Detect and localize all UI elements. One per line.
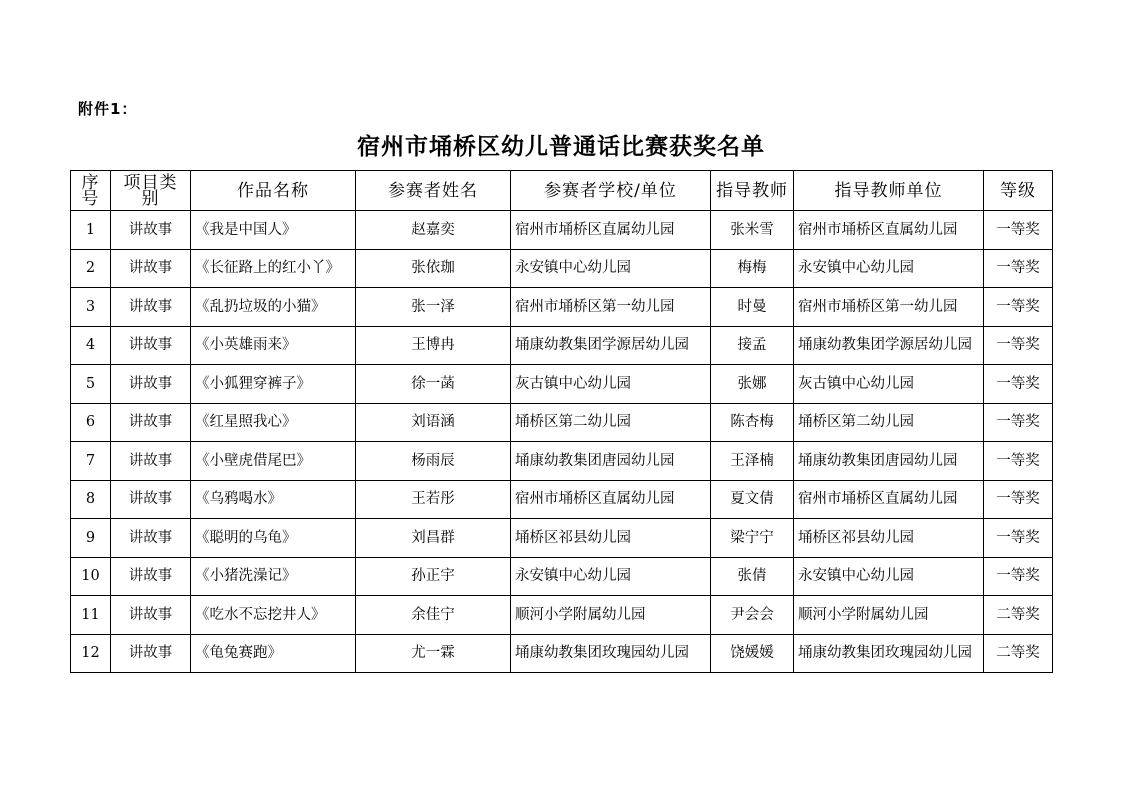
cell-teacher-unit: 灰古镇中心幼儿园 [794,365,984,404]
cell-award-level: 一等奖 [984,365,1053,404]
cell-no: 1 [71,211,111,250]
cell-award-level: 一等奖 [984,480,1053,519]
cell-teacher: 张倩 [711,557,794,596]
cell-no: 3 [71,288,111,327]
cell-no: 2 [71,249,111,288]
cell-category: 讲故事 [111,596,191,635]
table-row [71,480,1053,519]
cell-school: 宿州市埇桥区第一幼儿园 [511,288,711,327]
awards-table [70,170,1053,673]
cell-award-level: 一等奖 [984,442,1053,481]
cell-participant-name: 刘语涵 [356,403,511,442]
cell-school: 埇桥区祁县幼儿园 [511,519,711,558]
cell-teacher-unit: 宿州市埇桥区直属幼儿园 [794,480,984,519]
cell-category: 讲故事 [111,365,191,404]
cell-teacher-unit: 永安镇中心幼儿园 [794,249,984,288]
cell-work-title: 《小猪洗澡记》 [191,557,356,596]
cell-work-title: 《吃水不忘挖井人》 [191,596,356,635]
cell-teacher-unit: 埇桥区第二幼儿园 [794,403,984,442]
cell-teacher: 梁宁宁 [711,519,794,558]
cell-school: 埇康幼教集团学源居幼儿园 [511,326,711,365]
table-row [71,365,1053,404]
cell-work-title: 《乱扔垃圾的小猫》 [191,288,356,327]
table-row [71,326,1053,365]
cell-award-level: 一等奖 [984,249,1053,288]
cell-work-title: 《聪明的乌龟》 [191,519,356,558]
column-header-level: 等级 [984,171,1053,211]
table-row [71,519,1053,558]
cell-category: 讲故事 [111,326,191,365]
cell-award-level: 一等奖 [984,326,1053,365]
cell-teacher: 夏文倩 [711,480,794,519]
cell-school: 宿州市埇桥区直属幼儿园 [511,480,711,519]
column-header-school: 参赛者学校/单位 [511,171,711,211]
table-header-row [71,171,1053,211]
cell-teacher: 王泽楠 [711,442,794,481]
cell-no: 11 [71,596,111,635]
cell-no: 7 [71,442,111,481]
table-row [71,442,1053,481]
cell-teacher: 张米雪 [711,211,794,250]
cell-category: 讲故事 [111,519,191,558]
attachment-label: 附件1： [78,100,138,118]
cell-category: 讲故事 [111,442,191,481]
cell-category: 讲故事 [111,288,191,327]
table-row [71,403,1053,442]
cell-award-level: 一等奖 [984,288,1053,327]
cell-teacher: 陈杏梅 [711,403,794,442]
cell-participant-name: 尤一霖 [356,634,511,673]
cell-work-title: 《小壁虎借尾巴》 [191,442,356,481]
column-header-teacher-unit: 指导教师单位 [794,171,984,211]
cell-award-level: 一等奖 [984,211,1053,250]
cell-participant-name: 王若彤 [356,480,511,519]
cell-no: 9 [71,519,111,558]
cell-award-level: 二等奖 [984,596,1053,635]
cell-category: 讲故事 [111,557,191,596]
table-row [71,288,1053,327]
cell-participant-name: 刘昌群 [356,519,511,558]
cell-school: 永安镇中心幼儿园 [511,249,711,288]
cell-teacher: 尹会会 [711,596,794,635]
cell-teacher-unit: 埇康幼教集团学源居幼儿园 [794,326,984,365]
cell-teacher: 梅梅 [711,249,794,288]
column-header-category: 项目类别 [111,171,191,211]
cell-teacher-unit: 埇康幼教集团玫瑰园幼儿园 [794,634,984,673]
cell-work-title: 《小英雄雨来》 [191,326,356,365]
cell-teacher: 饶媛媛 [711,634,794,673]
column-header-work: 作品名称 [191,171,356,211]
cell-category: 讲故事 [111,403,191,442]
cell-category: 讲故事 [111,211,191,250]
cell-participant-name: 余佳宁 [356,596,511,635]
cell-award-level: 一等奖 [984,519,1053,558]
column-header-no: 序号 [71,171,111,211]
cell-school: 埇康幼教集团玫瑰园幼儿园 [511,634,711,673]
cell-category: 讲故事 [111,634,191,673]
cell-category: 讲故事 [111,480,191,519]
cell-school: 宿州市埇桥区直属幼儿园 [511,211,711,250]
cell-participant-name: 赵嘉奕 [356,211,511,250]
cell-no: 6 [71,403,111,442]
cell-work-title: 《龟兔赛跑》 [191,634,356,673]
cell-teacher-unit: 永安镇中心幼儿园 [794,557,984,596]
cell-teacher: 接孟 [711,326,794,365]
cell-school: 埇康幼教集团唐园幼儿园 [511,442,711,481]
cell-participant-name: 徐一菡 [356,365,511,404]
cell-participant-name: 杨雨辰 [356,442,511,481]
cell-participant-name: 张依珈 [356,249,511,288]
cell-school: 埇桥区第二幼儿园 [511,403,711,442]
cell-teacher-unit: 埇康幼教集团唐园幼儿园 [794,442,984,481]
document-title: 宿州市埇桥区幼儿普通话比赛获奖名单 [357,133,765,160]
cell-teacher-unit: 顺河小学附属幼儿园 [794,596,984,635]
cell-no: 8 [71,480,111,519]
cell-school: 灰古镇中心幼儿园 [511,365,711,404]
cell-no: 5 [71,365,111,404]
cell-work-title: 《长征路上的红小丫》 [191,249,356,288]
cell-teacher-unit: 宿州市埇桥区直属幼儿园 [794,211,984,250]
cell-participant-name: 张一泽 [356,288,511,327]
cell-no: 10 [71,557,111,596]
cell-work-title: 《我是中国人》 [191,211,356,250]
column-header-teacher: 指导教师 [711,171,794,211]
cell-school: 顺河小学附属幼儿园 [511,596,711,635]
cell-work-title: 《小狐狸穿裤子》 [191,365,356,404]
cell-no: 12 [71,634,111,673]
table-row [71,557,1053,596]
column-header-name: 参赛者姓名 [356,171,511,211]
table-row [71,249,1053,288]
cell-award-level: 一等奖 [984,557,1053,596]
cell-participant-name: 王博冉 [356,326,511,365]
cell-school: 永安镇中心幼儿园 [511,557,711,596]
cell-award-level: 二等奖 [984,634,1053,673]
cell-no: 4 [71,326,111,365]
cell-participant-name: 孙正宇 [356,557,511,596]
cell-teacher: 时曼 [711,288,794,327]
table-row [71,211,1053,250]
table-row [71,634,1053,673]
cell-work-title: 《乌鸦喝水》 [191,480,356,519]
table-row [71,596,1053,635]
cell-teacher-unit: 埇桥区祁县幼儿园 [794,519,984,558]
cell-category: 讲故事 [111,249,191,288]
cell-work-title: 《红星照我心》 [191,403,356,442]
cell-award-level: 一等奖 [984,403,1053,442]
cell-teacher: 张娜 [711,365,794,404]
cell-teacher-unit: 宿州市埇桥区第一幼儿园 [794,288,984,327]
